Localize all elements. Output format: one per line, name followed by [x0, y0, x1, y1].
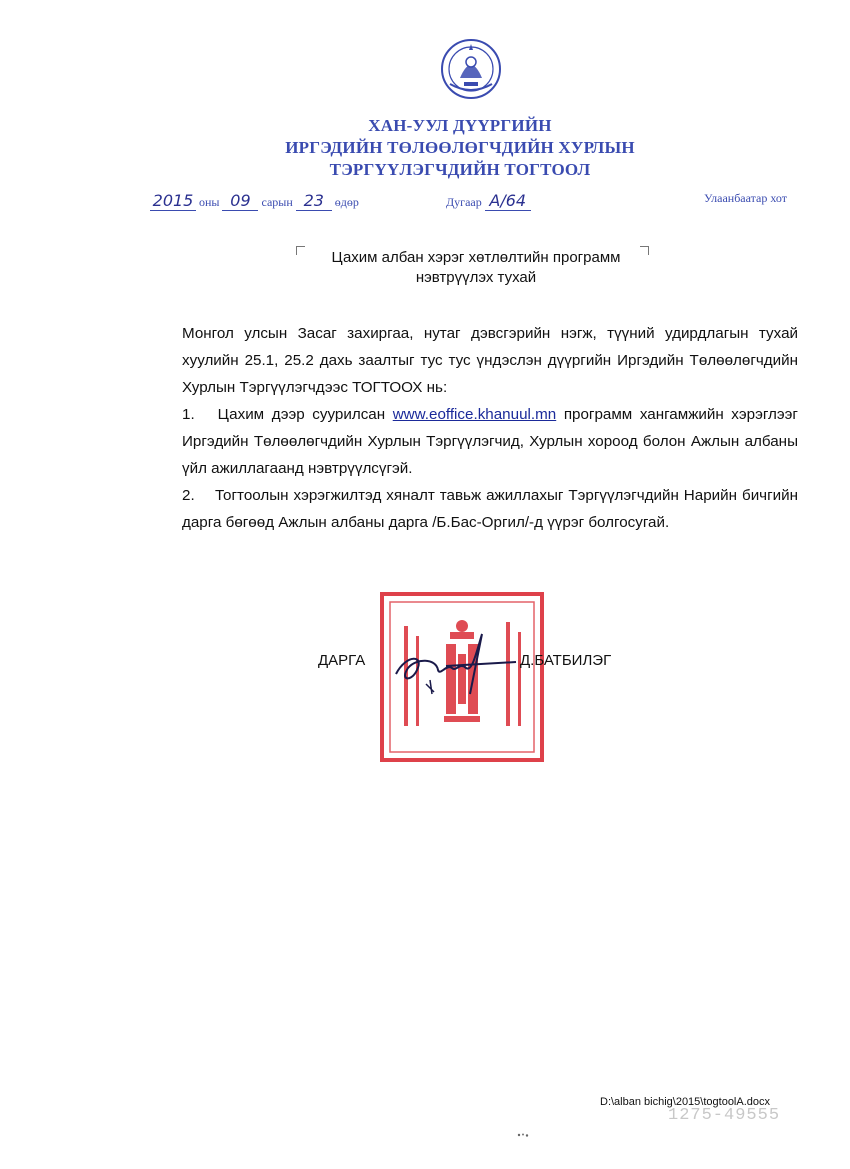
ink-smudge [516, 1132, 530, 1138]
city: Улаанбаатар хот [704, 191, 787, 205]
signatory-name: Д.БАТБИЛЭГ [520, 652, 612, 669]
list-item-1 [182, 401, 798, 482]
subject [296, 248, 656, 288]
decree-body [182, 320, 798, 536]
registration-stamp: 1275-49555 [668, 1106, 781, 1125]
subject-line-1: Цахим албан хэрэг хөтлөлтийн программ [331, 249, 621, 266]
date-day: 23 [296, 191, 332, 211]
state-emblem-icon [440, 38, 502, 100]
date-month: 09 [222, 191, 258, 211]
date-day-label: өдөр [334, 195, 359, 209]
list-item-1-num: 1. [182, 406, 195, 423]
number-value: А/64 [485, 191, 531, 211]
signatory-title: ДАРГА [318, 652, 366, 669]
list-item-2-text: Тогтоолын хэрэгжилтэд хяналт тавьж ажиллахыг Тэргүүлэгчдийн Нарийн бичгийн дарга бөгөөд Ажлын албаны дарга /Б.Бас-Оргил/-д үүрэг болгосугай. [182, 487, 798, 531]
header-line-1: ХАН-УУЛ ДҮҮРГИЙН [368, 116, 552, 135]
list-item-2 [182, 482, 798, 536]
eoffice-link[interactable]: www.eoffice.khanuul.mn [392, 406, 557, 423]
list-item-2-num: 2. [182, 487, 195, 504]
list-item-1-post: программ хангамжийн хэрэглээг Иргэдийн Төлөөлөгчдийн Хурлын Тэргүүлэгчид, Хурлын хороод болон Ажлын албаны үйл ажиллагаанд нэвтрүүлсүгэй. [182, 406, 798, 477]
date-year: 2015 [150, 191, 196, 211]
date-month-label: сарын [261, 195, 293, 209]
paragraph-intro [182, 320, 798, 401]
header-line-3: ТЭРГҮҮЛЭГЧДИЙН ТОГТООЛ [329, 160, 591, 179]
list-item-1-pre: Цахим дээр суурилсан [217, 406, 386, 423]
header-line-2: ИРГЭДИЙН ТӨЛӨӨЛӨГЧДИЙН ХУРЛЫН [285, 138, 635, 157]
subject-line-2: нэвтрүүлэх тухай [415, 269, 537, 286]
decree-number [446, 191, 531, 211]
paragraph-intro-text: Монгол улсын Засаг захиргаа, нутаг дэвсгэрийн нэгж, түүний удирдлагын тухай хуулийн 25.1, 25.2 дахь заалтыг тус тус үндэслэн дүүргийн Иргэдийн Төлөөлөгчдийн Хурлын Тэргүүлэгчдээс ТОГТООХ нь: [182, 325, 798, 396]
file-path: D:\alban bichig\2015\togtoolA.docx [600, 1096, 771, 1108]
handwritten-signature [386, 614, 526, 704]
number-label: Дугаар [446, 195, 482, 209]
date-line [150, 191, 359, 211]
date-year-label: оны [199, 195, 220, 209]
